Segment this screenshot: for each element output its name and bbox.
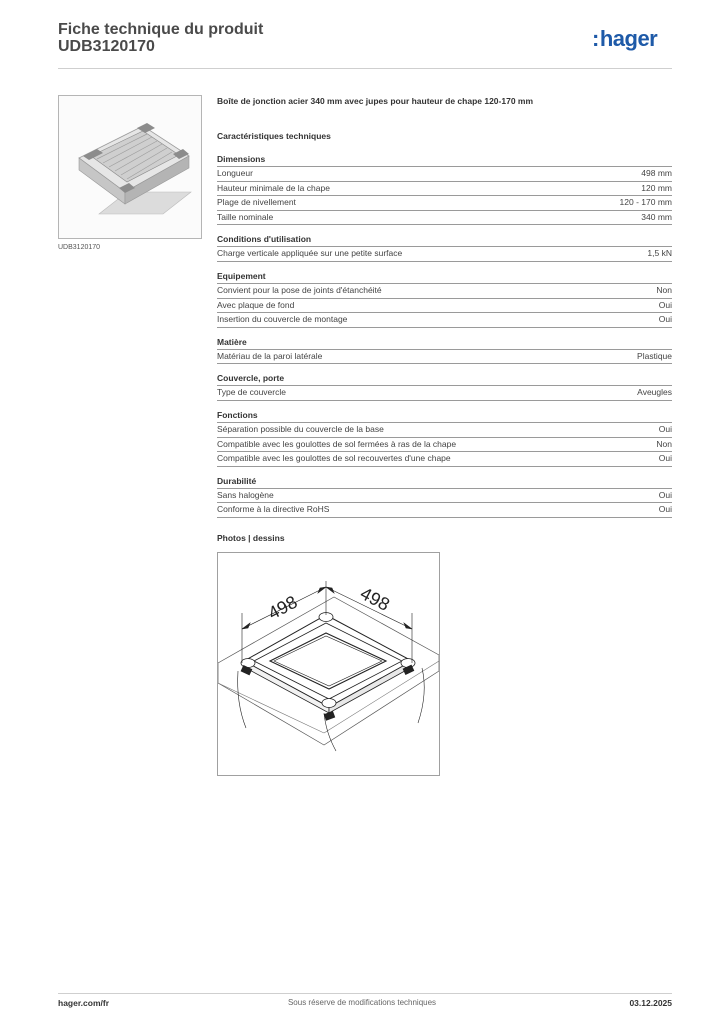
document-title: Fiche technique du produit: [58, 21, 264, 38]
technical-drawing: [217, 552, 440, 776]
footer-website-link[interactable]: hager.com/fr: [58, 998, 110, 1008]
dimension-drawing: [218, 553, 439, 775]
spec-row: [217, 247, 672, 262]
spec-label: Conforme à la directive RoHS: [217, 504, 330, 515]
spec-row: [217, 423, 672, 438]
specs-heading: Caractéristiques techniques: [217, 131, 331, 141]
spec-group: [217, 373, 672, 401]
hager-logo: [592, 26, 657, 52]
spec-row: [217, 503, 672, 518]
spec-label: Avec plaque de fond: [217, 299, 295, 310]
spec-group-title: Matière: [217, 337, 672, 350]
photos-heading: Photos | dessins: [217, 532, 285, 543]
spec-row: [217, 386, 672, 401]
spec-group: [217, 154, 672, 225]
spec-label: Matériau de la paroi latérale: [217, 350, 323, 361]
spec-value: Oui: [658, 299, 672, 310]
spec-value: 120 mm: [641, 182, 672, 193]
spec-group-title: Equipement: [217, 271, 672, 284]
spec-value: Oui: [658, 423, 672, 434]
spec-group-title: Conditions d'utilisation: [217, 234, 672, 247]
spec-group: [217, 271, 672, 328]
spec-row: [217, 196, 672, 211]
spec-value: 340 mm: [641, 211, 672, 222]
spec-label: Compatible avec les goulottes de sol fermées à ras de la chape: [217, 438, 457, 449]
spec-value: 120 - 170 mm: [619, 197, 672, 208]
spec-row: [217, 489, 672, 504]
spec-row: [217, 299, 672, 314]
spec-label: Type de couvercle: [217, 387, 286, 398]
photo-caption: UDB3120170: [58, 244, 101, 251]
footer-divider: [58, 993, 672, 994]
spec-value: 498 mm: [641, 168, 672, 178]
spec-label: Plage de nivellement: [217, 197, 296, 208]
spec-group-title: Durabilité: [217, 476, 672, 489]
spec-row: [217, 452, 672, 467]
spec-group: [217, 337, 672, 365]
spec-label: Insertion du couvercle de montage: [217, 314, 348, 325]
spec-group: [217, 410, 672, 467]
footer-note: Sous réserve de modifications techniques: [287, 998, 437, 1007]
spec-value: Oui: [658, 453, 672, 464]
spec-group: [217, 234, 672, 262]
spec-label: Séparation possible du couvercle de la base: [217, 423, 384, 434]
spec-label: Longueur: [217, 168, 253, 178]
product-photo: [58, 95, 202, 239]
spec-row: [217, 167, 672, 182]
spec-label: Hauteur minimale de la chape: [217, 182, 330, 193]
spec-label: Taille nominale: [217, 211, 274, 222]
spec-row: [217, 438, 672, 453]
spec-group-title: Couvercle, porte: [217, 373, 672, 386]
spec-label: Sans halogène: [217, 489, 274, 500]
spec-row: [217, 211, 672, 226]
header-divider: [58, 68, 672, 69]
main-content: [217, 96, 672, 776]
spec-value: Oui: [658, 314, 672, 325]
spec-value: Non: [656, 438, 672, 449]
spec-label: Compatible avec les goulottes de sol recouvertes d'une chape: [217, 453, 451, 464]
spec-value: 1,5 kN: [647, 248, 672, 259]
spec-row: [217, 182, 672, 197]
spec-groups: [217, 154, 672, 518]
spec-row: [217, 313, 672, 328]
dimension-label-right: 498: [357, 583, 393, 615]
product-description: Boîte de jonction acier 340 mm avec jupes pour hauteur de chape 120-170 mm: [217, 96, 534, 106]
footer-date: 03.12.2025: [629, 998, 672, 1008]
dimension-label-left: 498: [264, 591, 301, 624]
junction-box-image: [59, 96, 201, 238]
spec-value: Plastique: [637, 350, 672, 361]
spec-group: [217, 476, 672, 518]
spec-value: Oui: [658, 504, 672, 515]
spec-group-title: Dimensions: [217, 154, 672, 167]
spec-label: Convient pour la pose de joints d'étanchéité: [217, 284, 382, 295]
spec-label: Charge verticale appliquée sur une petite surface: [217, 248, 403, 259]
spec-value: Oui: [658, 489, 672, 500]
spec-value: Non: [656, 284, 672, 295]
spec-row: [217, 350, 672, 365]
logo-colon-icon: :: [592, 26, 599, 51]
spec-value: Aveugles: [637, 387, 672, 398]
spec-row: [217, 284, 672, 299]
product-reference: UDB3120170: [58, 38, 155, 55]
logo-text: hager: [599, 26, 658, 51]
spec-group-title: Fonctions: [217, 410, 672, 423]
